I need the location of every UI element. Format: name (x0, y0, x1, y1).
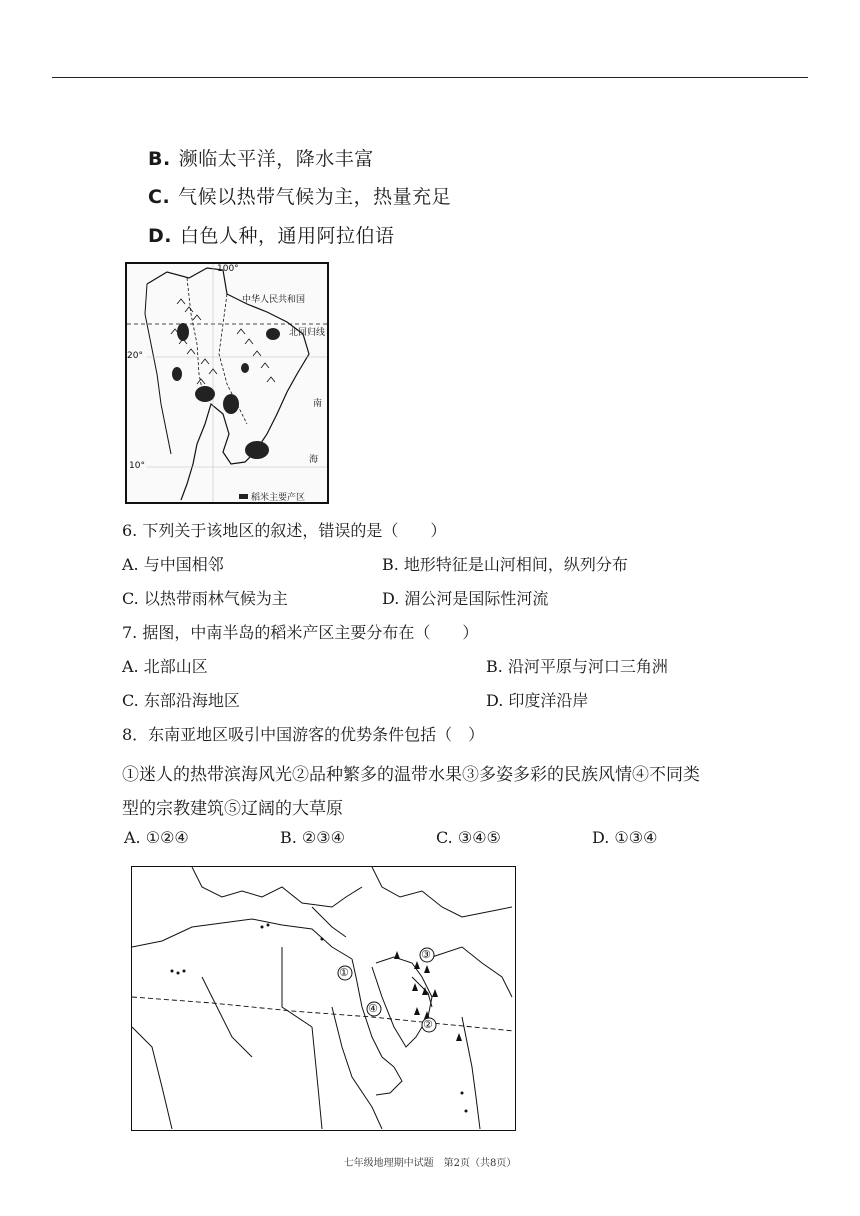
q6-stem: 6. 下列关于该地区的叙述，错误的是（ ） (122, 521, 447, 540)
sea-label-1: 南 (313, 399, 323, 409)
q6-option-b: B. 地形特征是山河相间，纵列分布 (382, 555, 628, 574)
middle-east-map-drawing (132, 867, 514, 1129)
tropic-label: 北回归线 (289, 328, 326, 338)
q7-option-b: B. 沿河平原与河口三角洲 (486, 657, 668, 676)
q8-option-b: B. ②③④ (280, 828, 345, 847)
marker-3: ③ (421, 948, 431, 961)
lon-100-label: 100° (217, 264, 239, 274)
page-footer: 七年级地理期中试题 第2页（共8页） (343, 1158, 517, 1169)
q6-option-a: A. 与中国相邻 (122, 555, 224, 574)
q7-option-c: C. 东部沿海地区 (122, 691, 240, 710)
q8-option-a: A. ①②④ (124, 828, 189, 847)
prev-option-d: D. 白色人种，通用阿拉伯语 (148, 225, 395, 247)
legend-label: 稻米主要产区 (251, 493, 306, 503)
q8-body-line2: 型的宗教建筑⑤辽阔的大草原 (122, 799, 343, 819)
marker-1: ① (339, 966, 349, 979)
q6-option-d: D. 湄公河是国际性河流 (382, 589, 549, 608)
prev-option-b: B. 濒临太平洋，降水丰富 (148, 148, 374, 170)
lat-20-label: 20° (127, 351, 143, 361)
q7-option-d: D. 印度洋沿岸 (486, 691, 589, 710)
lat-10-label: 10° (129, 461, 145, 471)
q8-stem: 8．东南亚地区吸引中国游客的优势条件包括（ ） (122, 725, 485, 744)
q6-option-c: C. 以热带雨林气候为主 (122, 589, 288, 608)
china-label: 中华人民共和国 (242, 295, 306, 305)
indochina-map (125, 262, 329, 504)
q7-option-a: A. 北部山区 (122, 657, 208, 676)
marker-2: ② (423, 1018, 433, 1031)
q7-stem: 7. 据图，中南半岛的稻米产区主要分布在（ ） (122, 623, 479, 642)
marker-4: ④ (368, 1002, 378, 1015)
prev-option-c: C. 气候以热带气候为主，热量充足 (148, 186, 452, 208)
header-rule (52, 77, 808, 78)
sea-label-2: 海 (309, 455, 319, 465)
q8-option-d: D. ①③④ (592, 828, 658, 847)
middle-east-map (131, 866, 516, 1131)
q8-body-line1: ①迷人的热带滨海风光②品种繁多的温带水果③多姿多彩的民族风情④不同类 (122, 765, 700, 785)
q8-option-c: C. ③④⑤ (436, 828, 501, 847)
